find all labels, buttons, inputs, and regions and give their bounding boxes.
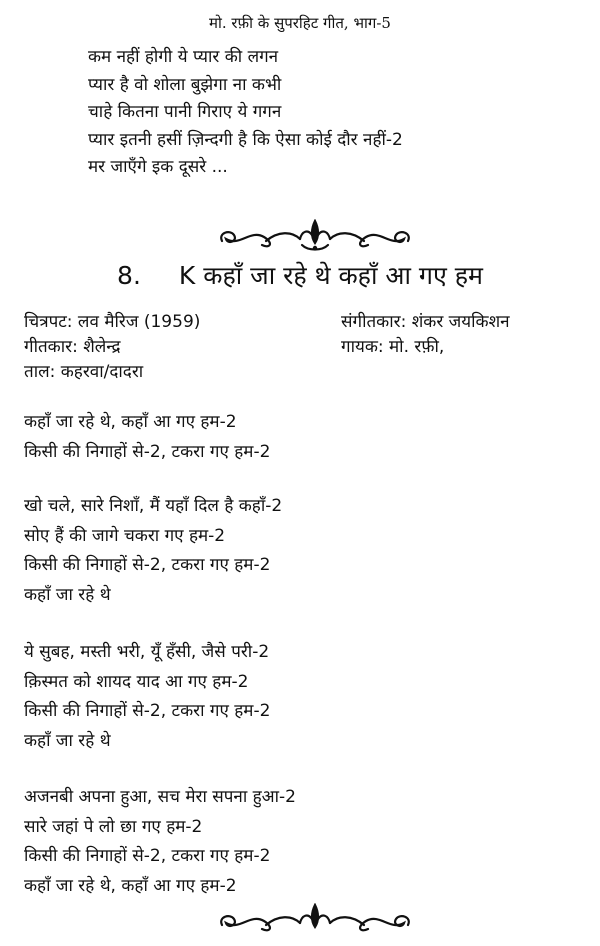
- stanza: [24, 783, 296, 901]
- lyric-line: चाहे कितना पानी गिराए ये गगन: [88, 102, 282, 122]
- lyric-line: किसी की निगाहों से-2, टकरा गए हम-2: [24, 555, 271, 575]
- lyric-line: किसी की निगाहों से-2, टकरा गए हम-2: [24, 701, 271, 721]
- lyric-line: सोए हैं की जागे चकरा गए हम-2: [24, 525, 226, 546]
- song-title: [0, 258, 600, 292]
- lyric-line: क़िस्मत को शायद याद आ गए हम-2: [24, 671, 249, 692]
- lyric-line: कहाँ जा रहे थे, कहाँ आ गए हम-2: [24, 875, 237, 896]
- lyric-line: किसी की निगाहों से-2, टकरा गए हम-2: [24, 441, 271, 462]
- lyric-line: कहाँ जा रहे थे, कहाँ आ गए हम-2: [24, 412, 237, 432]
- lyric-line: कहाँ जा रहे थे: [24, 730, 111, 751]
- lyric-line: खो चले, सारे निशाँ, मैं यहाँ दिल है कहाँ-2: [24, 496, 283, 516]
- lyric-line: अजनबी अपना हुआ, सच मेरा सपना हुआ-2: [24, 787, 297, 807]
- song-title-text: K कहाँ जा रहे थे कहाँ आ गए हम: [178, 261, 483, 290]
- ornament-divider-icon: [216, 219, 414, 255]
- song-number: 8.: [117, 261, 141, 290]
- lyric-line: मर जाएँगे इक दूसरे ...: [88, 157, 228, 177]
- stanza: [24, 492, 282, 610]
- lyric-line: ये सुबह, मस्ती भरी, यूँ हँसी, जैसे परी-2: [24, 642, 270, 662]
- lyric-line: कहाँ जा रहे थे: [24, 584, 111, 605]
- taal-info: ताल: कहरवा/दादरा: [24, 362, 144, 382]
- singer-info: गायक: मो. रफ़ी,: [341, 337, 445, 357]
- stanza: [24, 408, 270, 467]
- film-info: चित्रपट: लव मैरिज (1959): [24, 312, 201, 332]
- lyric-line: कम नहीं होगी ये प्यार की लगन: [88, 47, 279, 67]
- lyric-line: प्यार इतनी हसीं ज़िन्दगी है कि ऐसा कोई दौर नहीं-2: [88, 129, 403, 150]
- ornament-divider-icon: [216, 903, 414, 939]
- lyric-line: सारे जहां पे लो छा गए हम-2: [24, 816, 203, 837]
- page-header: मो. रफ़ी के सुपरहिट गीत, भाग-5: [209, 14, 391, 32]
- composer-info: संगीतकार: शंकर जयकिशन: [341, 312, 510, 332]
- stanza: [24, 638, 270, 756]
- previous-song-lyrics: [88, 44, 403, 182]
- lyric-line: किसी की निगाहों से-2, टकरा गए हम-2: [24, 846, 271, 866]
- lyricist-info: गीतकार: शैलेन्द्र: [24, 337, 121, 357]
- lyric-line: प्यार है वो शोला बुझेगा ना कभी: [88, 74, 282, 95]
